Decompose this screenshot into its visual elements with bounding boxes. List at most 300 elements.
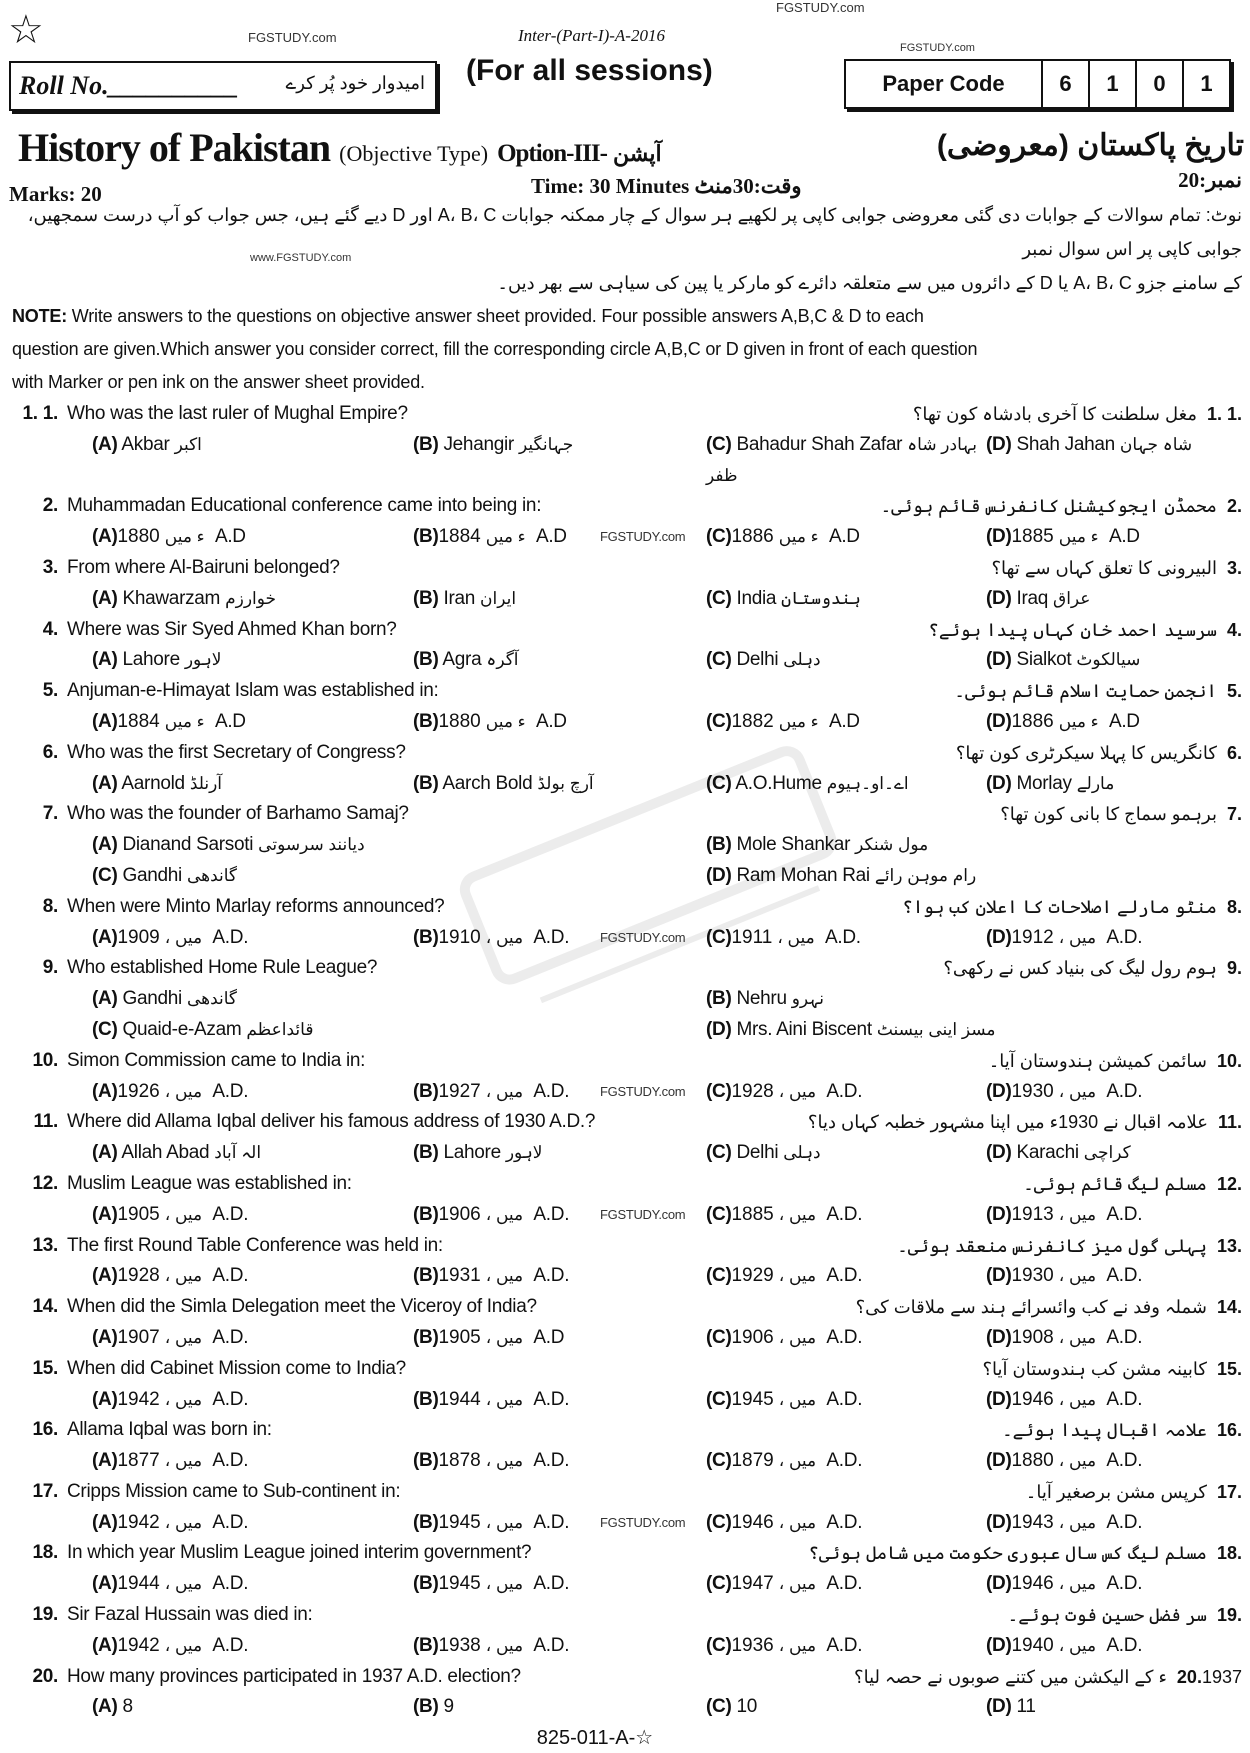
option-a[interactable] — [92, 830, 706, 861]
title-option-urdu: آپشن — [612, 141, 662, 166]
option-b[interactable] — [413, 645, 706, 676]
option-urdu-prefix: میں ، — [485, 1327, 524, 1347]
option-letter: (D) — [986, 1511, 1012, 1533]
question-text: Muhammadan Educational conference came into being in: — [67, 495, 542, 517]
option-text: 1880 A.D. — [1011, 1450, 1143, 1472]
option-d[interactable] — [986, 1077, 1250, 1108]
question-number: 19. — [32, 1604, 58, 1626]
option-urdu-text: گاندھی — [186, 865, 237, 885]
options-row — [0, 1569, 1250, 1600]
option-urdu-prefix: میں ، — [485, 1635, 524, 1655]
option-text: 1942 A.D. — [117, 1388, 249, 1410]
option-d[interactable] — [986, 923, 1250, 954]
option-urdu-prefix: میں ، — [164, 1574, 203, 1594]
options-row — [0, 984, 1250, 1015]
option-letter: (D) — [986, 1265, 1012, 1287]
option-a[interactable] — [92, 584, 413, 615]
option-text: 11 — [1016, 1696, 1036, 1718]
question-number: 4. — [42, 618, 58, 640]
option-b[interactable] — [706, 830, 1250, 861]
question-text: Where was Sir Syed Ahmed Khan born? — [67, 618, 397, 640]
option-text: 10 — [736, 1696, 758, 1718]
option-a[interactable] — [92, 645, 413, 676]
option-urdu-text: اکبر — [174, 434, 202, 454]
option-d[interactable] — [986, 1200, 1250, 1231]
option-a[interactable] — [92, 430, 413, 492]
option-d[interactable] — [986, 645, 1250, 676]
option-text: 1909 A.D. — [117, 926, 249, 948]
options-row — [0, 1261, 1250, 1292]
option-c[interactable] — [706, 707, 986, 738]
option-letter: (B) — [413, 433, 439, 455]
option-b[interactable] — [413, 1692, 706, 1723]
option-urdu-prefix: میں ، — [778, 1081, 817, 1101]
option-text: Aarnold — [121, 772, 185, 794]
option-urdu-text: دہلی — [783, 650, 821, 670]
option-letter: (D) — [706, 1018, 732, 1040]
option-text: 1906 A.D. — [731, 1326, 863, 1348]
option-text: 1930 A.D. — [1011, 1080, 1143, 1102]
question-item — [0, 738, 1250, 800]
question-urdu-number: 10. — [1216, 1050, 1242, 1071]
roll-number-box[interactable] — [9, 61, 437, 111]
option-text: 1936 A.D. — [731, 1634, 863, 1656]
option-text: 8 — [122, 1696, 133, 1718]
option-a[interactable] — [92, 522, 413, 553]
options-row — [0, 430, 1250, 492]
question-text: Who was the last ruler of Mughal Empire? — [67, 403, 408, 424]
question-number: 7. — [42, 803, 58, 825]
option-letter: (C) — [706, 1203, 732, 1225]
option-d[interactable] — [986, 1261, 1250, 1292]
option-b[interactable] — [413, 1569, 706, 1600]
option-c[interactable] — [92, 861, 706, 892]
option-letter: (C) — [706, 710, 732, 732]
urdu-title: تاریخ پاکستان (معروضی) — [936, 129, 1244, 162]
option-a[interactable] — [92, 1077, 413, 1108]
option-letter: (B) — [706, 834, 732, 856]
option-letter: (B) — [413, 1634, 439, 1656]
option-text: 1880 A.D — [117, 526, 246, 548]
option-a[interactable] — [92, 1569, 413, 1600]
page-title — [18, 124, 662, 171]
option-urdu-text: نہرو — [791, 989, 825, 1009]
title-subtitle: (Objective Type) — [339, 141, 489, 166]
option-letter: (A) — [92, 710, 118, 732]
option-letter: (A) — [92, 988, 118, 1010]
option-urdu-prefix: میں ، — [485, 927, 524, 947]
options-row — [0, 707, 1250, 738]
title-option: Option-III- — [497, 140, 607, 167]
option-d[interactable] — [986, 1385, 1250, 1416]
option-text: 1878 A.D. — [438, 1450, 570, 1472]
option-letter: (B) — [413, 526, 439, 548]
question-urdu-number: 9. — [1226, 958, 1242, 979]
option-letter: (C) — [706, 1080, 732, 1102]
question-urdu-text: پہلی گول میز کانفرنس منعقد ہوئی۔ — [897, 1235, 1207, 1256]
question-urdu-number: 3. — [1226, 557, 1242, 578]
option-text: Gandhi — [122, 988, 182, 1010]
title-text: History of Pakistan — [18, 125, 331, 170]
question-number: 10. — [32, 1049, 58, 1071]
question-urdu-text: البیرونی کا تعلق کہاں سے تھا؟ — [991, 557, 1217, 578]
option-urdu-prefix: میں ، — [778, 1327, 817, 1347]
urdu-instructions-line: کے سامنے جزو A، B، C یا D کے دائروں میں سے متعلقہ دائرے کو مارکر یا پین کی سیاہی سے بھر دیں۔ — [497, 273, 1242, 293]
option-b[interactable] — [413, 1261, 706, 1292]
question-urdu-number: 13. — [1216, 1235, 1242, 1256]
option-d[interactable] — [986, 1692, 1250, 1723]
option-letter: (D) — [986, 926, 1012, 948]
option-letter: (B) — [413, 1450, 439, 1472]
option-b[interactable] — [413, 430, 706, 492]
option-a[interactable] — [92, 1200, 413, 1231]
option-a[interactable] — [92, 1631, 413, 1662]
option-d[interactable] — [986, 1138, 1250, 1169]
option-c[interactable] — [706, 1385, 986, 1416]
option-a[interactable] — [92, 1138, 413, 1169]
option-urdu-prefix: میں ، — [164, 1635, 203, 1655]
option-letter: (D) — [986, 1450, 1012, 1472]
question-text: Cripps Mission came to Sub-continent in: — [67, 1480, 401, 1502]
option-c[interactable] — [706, 1508, 986, 1539]
option-letter: (D) — [986, 1203, 1012, 1225]
option-text: Lahore — [443, 1142, 501, 1164]
option-c[interactable] — [706, 1569, 986, 1600]
option-letter: (B) — [706, 988, 732, 1010]
question-urdu-text: شملہ وفد نے کب وائسرائے ہند سے ملاقات کی؟ — [855, 1297, 1207, 1318]
watermark-text: FGSTUDY.com — [900, 42, 975, 54]
option-letter: (B) — [413, 1573, 439, 1595]
question-row — [0, 1662, 1250, 1693]
note-text: Write answers to the questions on objective answer sheet provided. Four possible answers A,B,C & D to each — [67, 306, 924, 326]
question-row — [0, 1107, 1250, 1138]
option-text: Mrs. Aini Biscent — [736, 1018, 872, 1040]
option-a[interactable] — [92, 1385, 413, 1416]
question-text: Who was the first Secretary of Congress? — [67, 741, 406, 763]
option-urdu-text: ایران — [480, 588, 517, 608]
option-letter: (A) — [92, 526, 118, 548]
option-text: Jehangir — [443, 433, 514, 455]
question-urdu — [902, 892, 1250, 923]
option-c[interactable] — [706, 645, 986, 676]
option-c[interactable] — [706, 522, 986, 553]
option-letter: (A) — [92, 1696, 118, 1718]
question-urdu — [856, 1292, 1250, 1323]
option-urdu-prefix: ء میں — [778, 527, 819, 547]
options-row — [0, 1138, 1250, 1169]
option-urdu-text: آگرہ — [486, 650, 519, 670]
question-text: When did the Simla Delegation meet the Viceroy of India? — [67, 1296, 537, 1318]
option-letter: (D) — [986, 1696, 1012, 1718]
question-number: 16. — [32, 1419, 58, 1441]
option-letter: (A) — [92, 1573, 118, 1595]
question-row — [0, 892, 1250, 923]
option-c[interactable] — [706, 1692, 986, 1723]
question-item — [0, 1046, 1250, 1108]
option-b[interactable] — [413, 1138, 706, 1169]
option-d[interactable] — [986, 430, 1250, 492]
option-d[interactable] — [986, 522, 1250, 553]
option-c[interactable] — [706, 1323, 986, 1354]
question-item — [0, 892, 1250, 954]
option-urdu-prefix: میں ، — [485, 1081, 524, 1101]
option-text: 1943 A.D. — [1011, 1511, 1143, 1533]
option-letter: (D) — [986, 1573, 1012, 1595]
option-text: Delhi — [736, 1142, 779, 1164]
option-urdu-prefix: میں ، — [1058, 1512, 1097, 1532]
option-b[interactable] — [413, 1631, 706, 1662]
option-a[interactable] — [92, 769, 413, 800]
option-urdu-prefix: میں ، — [1058, 1081, 1097, 1101]
option-urdu-prefix: میں ، — [1058, 1266, 1097, 1286]
question-urdu — [991, 553, 1250, 584]
marks-label: Marks: 20 — [9, 182, 102, 206]
paper-code-digit: 1 — [1090, 61, 1137, 107]
question-text: Muslim League was established in: — [67, 1172, 352, 1194]
question-text: Sir Fazal Hussain was died in: — [67, 1604, 313, 1626]
option-letter: (A) — [92, 1080, 118, 1102]
option-d[interactable] — [986, 1323, 1250, 1354]
watermark-text: FGSTUDY.com — [600, 529, 686, 545]
question-text: The first Round Table Conference was held in: — [67, 1234, 443, 1256]
question-urdu-text: انجمن حمایت اسلام قائم ہوئی۔ — [954, 681, 1217, 702]
option-c[interactable] — [706, 1446, 986, 1477]
question-item — [0, 553, 1250, 615]
option-urdu-prefix: میں ، — [485, 1574, 524, 1594]
watermark-text: FGSTUDY.com — [600, 1514, 686, 1530]
option-c[interactable] — [706, 430, 986, 492]
option-urdu-text: شاہ جہان — [1119, 434, 1193, 454]
option-text: 1885 A.D. — [731, 1203, 863, 1225]
option-c[interactable] — [92, 1015, 706, 1046]
options-row — [0, 923, 1250, 954]
urdu-instructions-line: نوٹ: تمام سوالات کے جوابات دی گئی معروضی جوابی کاپی پر لکھیے ہر سوال کے چار ممکنہ جوابات A، B، C اور D دیے گئے ہیں، جس جواب کو آپ درست سمجھیں، جوابی کاپی پر اس سوال نمبر — [27, 205, 1242, 259]
option-b[interactable] — [706, 984, 1250, 1015]
question-number: 8. — [42, 895, 58, 917]
option-text: Akbar — [121, 433, 170, 455]
option-letter: (B) — [413, 1080, 439, 1102]
option-urdu-prefix: ء میں — [164, 527, 205, 547]
question-number: 11. — [33, 1111, 58, 1133]
options-row — [0, 645, 1250, 676]
option-d[interactable] — [986, 1569, 1250, 1600]
option-text: 1940 A.D. — [1011, 1634, 1143, 1656]
question-number: 3. — [42, 556, 58, 578]
question-text: Who was the founder of Barhamo Samaj? — [67, 803, 409, 825]
option-text: 1884 A.D — [117, 710, 246, 732]
option-letter: (B) — [413, 1326, 439, 1348]
option-b[interactable] — [413, 707, 706, 738]
option-a[interactable] — [92, 1508, 413, 1539]
option-urdu-text: مول شنکر — [855, 835, 929, 855]
option-letter: (D) — [986, 433, 1012, 455]
question-item — [0, 1538, 1250, 1600]
option-letter: (C) — [706, 1511, 732, 1533]
option-urdu-text: ہندوستان — [781, 588, 861, 608]
option-text: Mole Shankar — [736, 834, 851, 856]
option-b[interactable] — [413, 1446, 706, 1477]
option-urdu-prefix: میں ، — [485, 1266, 524, 1286]
question-urdu-text: کرپس مشن برصغیر آیا۔ — [1025, 1481, 1207, 1502]
option-urdu-text: جہانگیر — [518, 434, 574, 454]
question-urdu-text: سائمن کمیشن ہندوستان آیا۔ — [988, 1050, 1207, 1071]
watermark-text: FGSTUDY.com — [600, 1083, 686, 1099]
option-b[interactable] — [413, 1323, 706, 1354]
option-text: 1946 A.D. — [731, 1511, 863, 1533]
option-urdu-text: الہ آباد — [214, 1143, 262, 1163]
option-c[interactable] — [706, 1631, 986, 1662]
urdu-marks-label: نمبر:20 — [1178, 168, 1242, 192]
paper-code-digit: 1 — [1200, 71, 1213, 96]
option-text: Delhi — [736, 649, 779, 671]
option-letter: (C) — [706, 433, 732, 455]
option-d[interactable] — [706, 1015, 1250, 1046]
option-c[interactable] — [706, 769, 986, 800]
question-urdu-number: 20. — [1176, 1666, 1202, 1687]
question-item — [0, 1600, 1250, 1662]
question-urdu-number: 6. — [1226, 742, 1242, 763]
option-urdu-prefix: میں ، — [1058, 1451, 1097, 1471]
question-row — [0, 953, 1250, 984]
option-letter: (A) — [92, 433, 118, 455]
option-letter: (A) — [92, 1203, 118, 1225]
question-item — [0, 1662, 1250, 1724]
sessions-heading: (For all sessions) — [466, 54, 713, 87]
options-row — [0, 584, 1250, 615]
question-number: 14. — [32, 1296, 58, 1318]
option-urdu-prefix: میں ، — [1058, 927, 1097, 947]
option-urdu-text: کراچی — [1083, 1143, 1131, 1163]
question-urdu — [989, 1046, 1250, 1077]
option-urdu-prefix: میں ، — [164, 1389, 203, 1409]
option-text: Ram Mohan Rai — [736, 864, 870, 886]
option-d[interactable] — [986, 769, 1250, 800]
option-d[interactable] — [706, 861, 1250, 892]
question-item — [0, 953, 1250, 1045]
option-letter: (C) — [706, 1142, 732, 1164]
option-a[interactable] — [92, 707, 413, 738]
question-row — [0, 615, 1250, 646]
option-b[interactable] — [413, 584, 706, 615]
option-letter: (C) — [706, 772, 732, 794]
option-letter: (D) — [986, 526, 1012, 548]
option-text: Shah Jahan — [1016, 433, 1115, 455]
watermark-text: www.FGSTUDY.com — [250, 252, 352, 264]
option-a[interactable] — [92, 1692, 413, 1723]
question-row — [0, 1169, 1250, 1200]
question-item — [0, 1354, 1250, 1416]
option-letter: (A) — [92, 1388, 118, 1410]
option-urdu-prefix: میں ، — [778, 1512, 817, 1532]
option-c[interactable] — [706, 1200, 986, 1231]
note-label: NOTE: — [12, 306, 67, 326]
option-urdu-text: دیانند سرسوتی — [258, 835, 365, 855]
option-urdu-prefix: میں ، — [164, 1512, 203, 1532]
time-label — [531, 174, 802, 199]
option-urdu-text: دہلی — [783, 1143, 821, 1163]
question-text: Simon Commission came to India in: — [67, 1049, 366, 1071]
option-text: Dianand Sarsoti — [122, 834, 254, 856]
option-a[interactable] — [92, 1446, 413, 1477]
option-text: 1931 A.D. — [438, 1265, 570, 1287]
option-text: 1928 A.D. — [117, 1265, 249, 1287]
option-d[interactable] — [986, 584, 1250, 615]
option-text: 1880 A.D — [438, 710, 567, 732]
question-urdu-number: 2. — [1226, 496, 1242, 517]
paper-body — [0, 198, 1250, 1753]
question-urdu — [1008, 1600, 1250, 1631]
question-item — [0, 491, 1250, 553]
option-b[interactable] — [413, 769, 706, 800]
option-urdu-prefix: میں ، — [485, 1204, 524, 1224]
option-d[interactable] — [986, 707, 1250, 738]
option-a[interactable] — [92, 1261, 413, 1292]
option-letter: (D) — [706, 864, 732, 886]
question-urdu — [954, 676, 1250, 707]
watermark-text: FGSTUDY.com — [600, 929, 686, 945]
option-d[interactable] — [986, 1631, 1250, 1662]
option-letter: (B) — [413, 1511, 439, 1533]
question-urdu-text: محمڈن ایجوکیشنل کانفرنس قائم ہوئی۔ — [880, 496, 1217, 517]
option-b[interactable] — [413, 1385, 706, 1416]
option-c[interactable] — [706, 1077, 986, 1108]
options-row — [0, 522, 1250, 553]
option-c[interactable] — [706, 1138, 986, 1169]
option-letter: (C) — [706, 1265, 732, 1287]
option-letter: (A) — [92, 1450, 118, 1472]
question-row — [0, 1354, 1250, 1385]
option-d[interactable] — [986, 1446, 1250, 1477]
question-number: 2. — [42, 495, 58, 517]
option-urdu-prefix: میں ، — [778, 1451, 817, 1471]
option-urdu-text: مارلے — [1076, 773, 1115, 793]
option-letter: (A) — [92, 649, 118, 671]
option-a[interactable] — [92, 923, 413, 954]
option-d[interactable] — [986, 1508, 1250, 1539]
option-c[interactable] — [706, 584, 986, 615]
option-c[interactable] — [706, 923, 986, 954]
option-letter: (D) — [986, 772, 1012, 794]
time-english: Time: 30 Minutes — [531, 174, 690, 198]
option-urdu-text: سیالکوٹ — [1076, 650, 1141, 670]
question-urdu-text: مسلم لیگ قائم ہوئی۔ — [1023, 1173, 1207, 1194]
note-line — [0, 300, 1250, 333]
option-letter: (B) — [413, 649, 439, 671]
option-text: Quaid-e-Azam — [122, 1018, 242, 1040]
question-text: Who established Home Rule League? — [67, 957, 378, 979]
option-a[interactable] — [92, 984, 706, 1015]
option-letter: (C) — [706, 649, 732, 671]
question-item — [0, 676, 1250, 738]
question-urdu — [808, 1538, 1250, 1569]
option-a[interactable] — [92, 1323, 413, 1354]
question-item — [0, 1415, 1250, 1477]
option-letter: (B) — [413, 1142, 439, 1164]
option-text: Khawarzam — [122, 587, 221, 609]
question-urdu — [854, 1662, 1250, 1693]
option-text: 1942 A.D. — [117, 1511, 249, 1533]
option-text: Morlay — [1016, 772, 1072, 794]
option-c[interactable] — [706, 1261, 986, 1292]
option-text: 1885 A.D — [1011, 526, 1140, 548]
option-urdu-text: بہادر شاہ ظفر — [706, 434, 977, 485]
option-urdu-prefix: میں ، — [778, 1204, 817, 1224]
paper-code-digit: 6 — [1043, 61, 1090, 107]
option-urdu-prefix: میں ، — [778, 1635, 817, 1655]
question-urdu-text: علامہ اقبال نے 1930ء میں اپنا مشہور خطبہ کہاں دیا؟ — [807, 1112, 1208, 1133]
option-urdu-prefix: میں ، — [1058, 1204, 1097, 1224]
options-row — [0, 1015, 1250, 1046]
